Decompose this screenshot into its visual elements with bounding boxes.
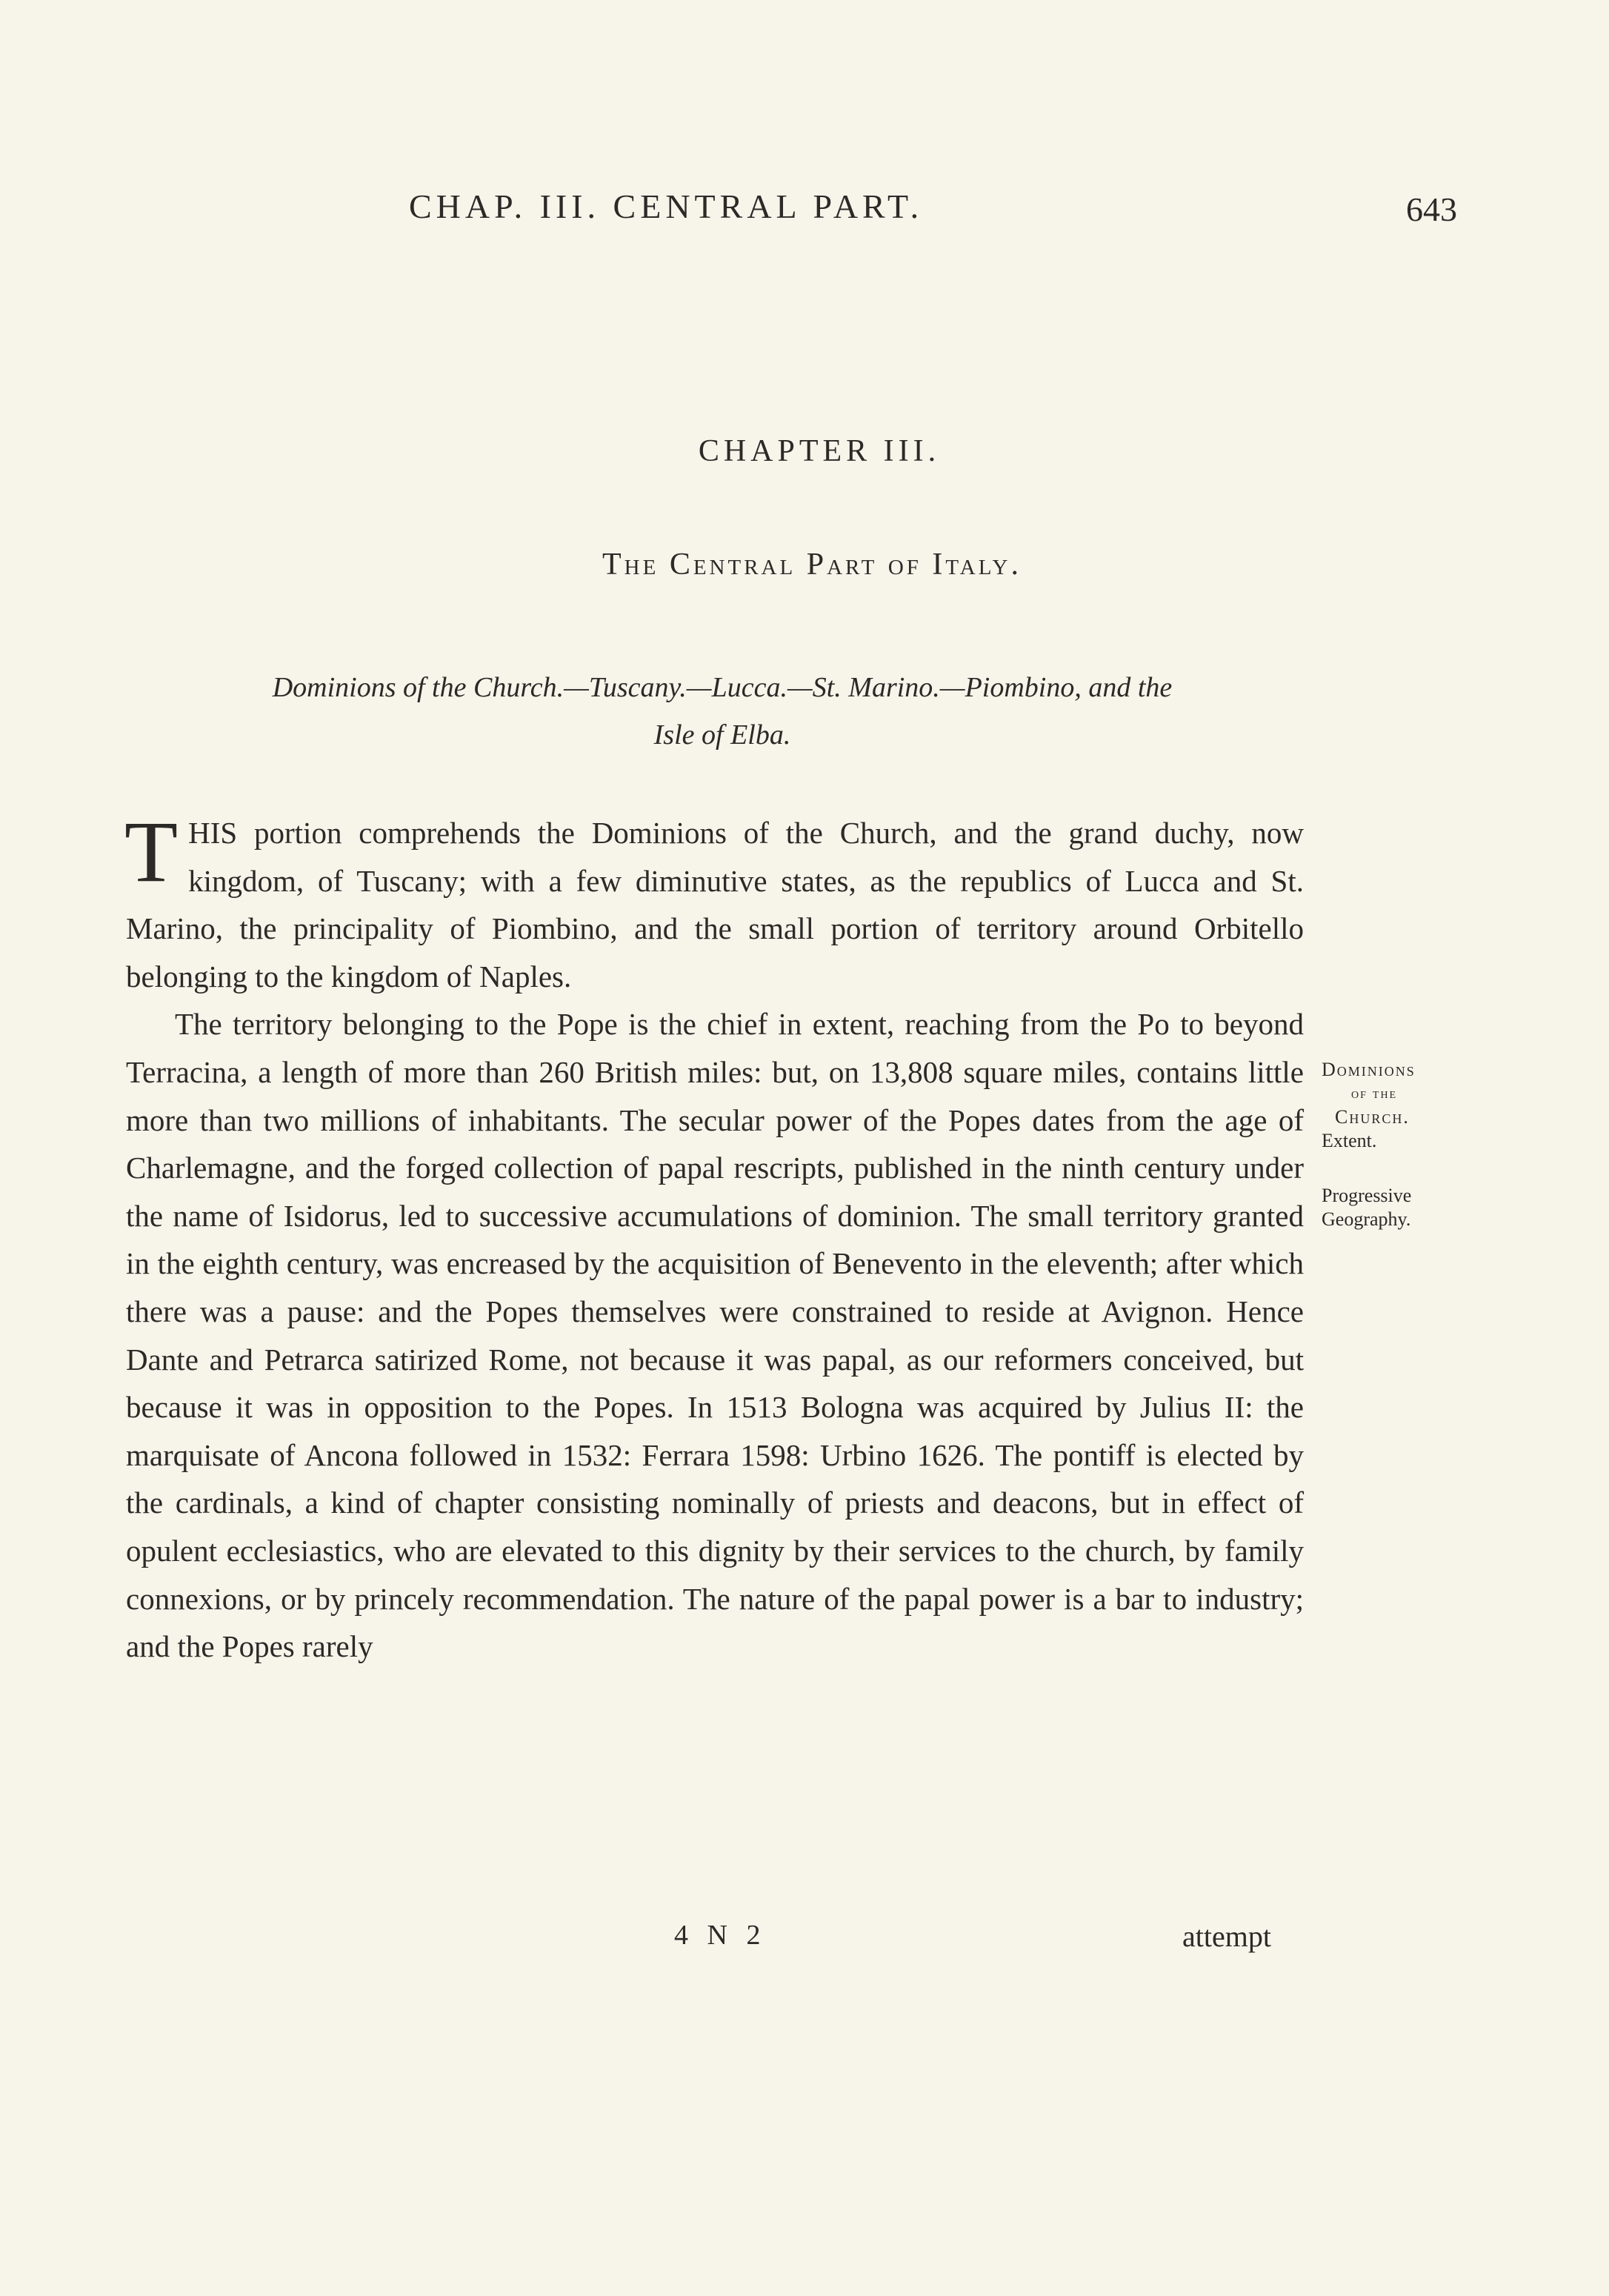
margin-note-line: of the <box>1351 1085 1398 1102</box>
signature-mark: 4 N 2 <box>674 1920 767 1951</box>
contents-line: Dominions of the Church.—Tuscany.—Lucca.—St. Marino.—Piombino, and the <box>272 672 1173 703</box>
running-title: CHAP. III. CENTRAL PART. <box>409 187 924 225</box>
drop-cap: T <box>124 803 179 900</box>
paragraph-text: HIS portion comprehends the Dominions of the Church, and the grand duchy, now kingdom, of Tuscany; with a few diminutive states, as the republics of Lucca and St. Marino, the principality of Piombino, and the small portion of territory around Orbitello belonging to the kingdom of Naples. <box>126 816 1304 994</box>
page-number: 643 <box>1406 190 1457 228</box>
chapter-contents <box>126 664 1319 759</box>
part-title: The Central Part of Italy. <box>602 548 1022 582</box>
margin-notes <box>1322 1058 1485 1262</box>
margin-note-line: Geography. <box>1322 1208 1411 1230</box>
margin-note-line: Progressive <box>1322 1185 1412 1206</box>
running-head <box>0 187 1609 239</box>
margin-note-line: Church. <box>1335 1106 1410 1128</box>
margin-note-line: Dominions <box>1322 1059 1416 1080</box>
paragraph: The territory belonging to the Pope is the chief in extent, reaching from the Po to beyond Terracina, a length of more than 260 British miles: but, on 13,808 square miles, contains little more than two millions of inhabitants. The secular power of the Popes dates from the age of Charlemagne, and the forged collection of papal rescripts, published in the ninth century under the name of Isidorus, led to successive accumulations of dominion. The small territory granted in the eighth century, was encreased by the acquisition of Benevento in the eleventh; after which there was a pause: and the Popes themselves were constrained to reside at Avignon. Hence Dante and Petrarca satirized Rome, not because it was papal, as our reformers conceived, but because it was in opposition to the Popes. In 1513 Bologna was acquired by Julius II: the marquisate of Ancona followed in 1532: Ferrara 1598: Urbino 1626. The pontiff is elected by the cardinals, a kind of chapter consisting nominally of priests and deacons, but in effect of opulent ecclesiastics, who are elevated to this dignity by their services to the church, by family connexions, or by princely recommendation. The nature of the papal power is a bar to industry; and the Popes rarely <box>126 1007 1304 1664</box>
paragraph <box>124 803 1304 1000</box>
margin-note <box>1322 1058 1485 1153</box>
margin-note-line: Extent. <box>1322 1130 1377 1151</box>
body-text <box>124 803 1304 1671</box>
catchword: attempt <box>1182 1920 1271 1953</box>
chapter-heading: CHAPTER III. <box>698 434 941 468</box>
margin-note <box>1322 1184 1485 1231</box>
contents-line: Isle of Elba. <box>653 719 791 751</box>
